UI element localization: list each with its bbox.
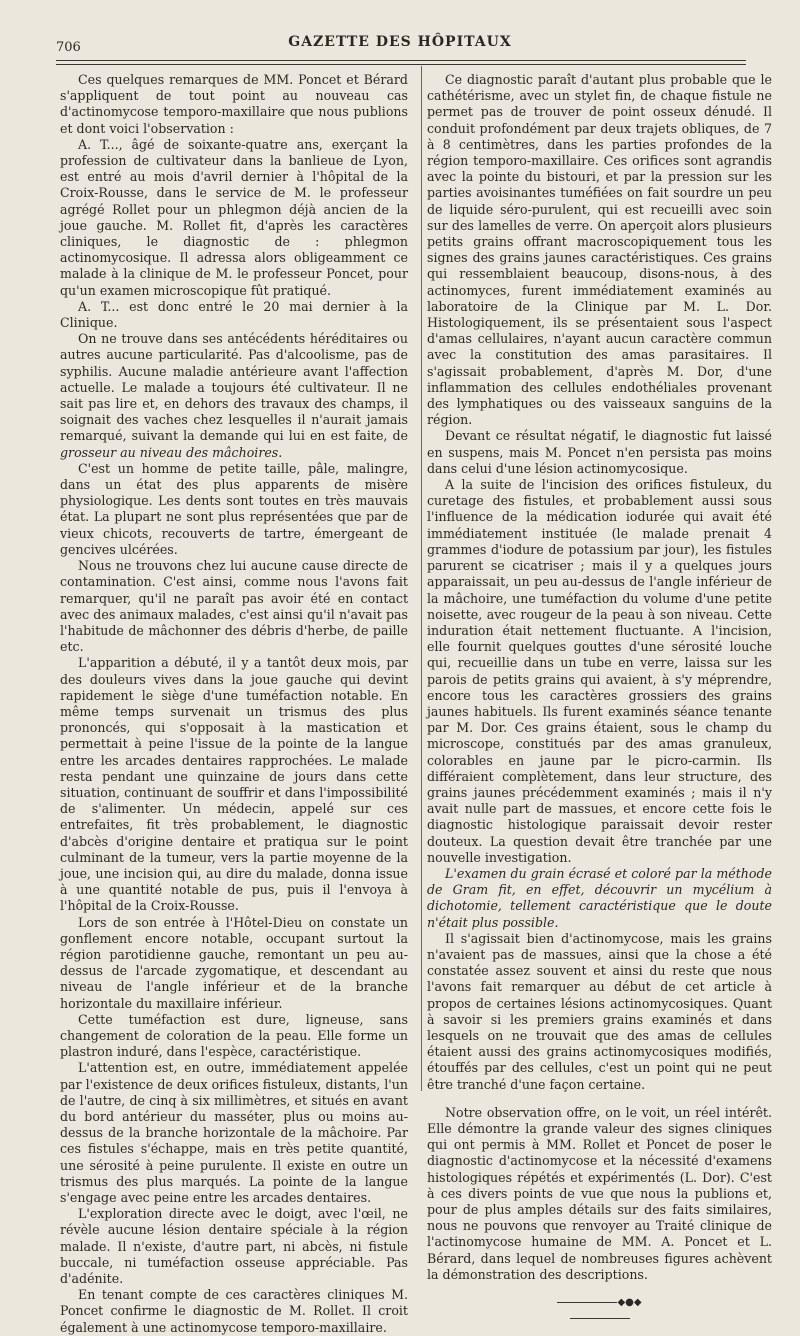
paragraph: A. T... est donc entré le 20 mai dernier à la Clinique. (60, 298, 408, 331)
paragraph: C'est un homme de petite taille, pâle, malingre, dans un état des plus apparents de misère physiologique. Les dents sont toutes en très mauvais état. La plupart ne sont plus représentées que par de vieux chicots, recouverts de tartre, émergeant de gencives ulcérées. (60, 460, 408, 557)
ornament-line (570, 1318, 630, 1319)
paragraph: L'apparition a débuté, il y a tantôt deux mois, par des douleurs vives dans la joue gauche qui devint rapidement le siège d'une tuméfaction notable. En même temps survenait un trismus des plus prononcés, qui s'opposait à la mastication et permettait à peine l'issue de la pointe de la langue entre les arcades dentaires rapprochées. Le malade resta pendant une quinzaine de jours dans cette situation, continuant de souffrir et dans l'impossibilité de s'alimenter. Un médecin, appelé sur ces entrefaites, fit très probablement, le diagnostic d'abcès d'origine dentaire et pratiqua sur le point culminant de la tumeur, vers la partie moyenne de la joue, une incision qui, au dire du malade, donna issue à une quantité notable de pus, puis il l'envoya à l'hôpital de la Croix-Rousse. (60, 655, 408, 914)
conclusion-paragraph: Notre observation offre, on le voit, un réel intérêt. Elle démontre la grande valeur des signes cliniques qui ont permis à MM. Rollet et Poncet de poser le diagnostic d'actinomycose et la nécessité d'examens histologiques répétés et expérimentés (L. Dor). C'est à ces divers points de vue que nous la publions et, pour de plus amples détails sur des faits similaires, nous ne pouvons que renvoyer au Traité clinique de l'actinomycose humaine de MM. A. Poncet et L. Bérard, dans lequel de nombreuses figures achèvent la démonstration des descriptions. (427, 1104, 772, 1282)
paragraph: Cette tuméfaction est dure, ligneuse, sans changement de coloration de la peau. Elle forme un plastron induré, dans l'espèce, caractéristique. (60, 1011, 408, 1060)
paragraph: On ne trouve dans ses antécédents héréditaires ou autres aucune particularité. Pas d'alcoolisme, pas de syphilis. Aucune maladie antérieure avant l'affection actuelle. Le malade a toujours été cultivateur. Il ne sait pas lire et, en dehors des travaux des champs, il soignait des vaches chez lesquelles il n'aurait jamais remarqué, suivant la demande qui lui en est faite, de grosseur au niveau des mâchoires. (60, 331, 408, 460)
italic-paragraph: L'examen du grain écrasé et coloré par la méthode de Gram fit, en effet, découvrir un mycélium à dichotomie, tellement caractéristique que le doute n'était plus possible. (427, 865, 772, 930)
paragraph: Devant ce résultat négatif, le diagnostic fut laissé en suspens, mais M. Poncet n'en persista pas moins dans celui d'une lésion actinomycosique. (427, 428, 772, 476)
end-ornament (530, 1295, 670, 1327)
paragraph: Ces quelques remarques de MM. Poncet et Bérard s'appliquent de tout point au nouveau cas d'actinomycose temporo-maxillaire que nous publions et dont voici l'observation : (60, 72, 408, 136)
left-column (60, 72, 408, 1336)
paragraph: A. T..., âgé de soixante-quatre ans, exerçant la profession de cultivateur dans la banlieue de Lyon, est entré au mois d'avril dernier à l'hôpital de la Croix-Rousse, dans le service de M. le professeur agrégé Rollet pour un phlegmon déjà ancien de la joue gauche. M. Rollet fit, d'après les caractères cliniques, le diagnostic de : phlegmon actinomycosique. Il adressa alors obligeamment ce malade à la clinique de M. le professeur Poncet, pour qu'un examen microscopique fût pratiqué. (60, 136, 408, 298)
ornament-glyph: ◆●◆ (617, 1297, 642, 1309)
italic-phrase: grosseur au niveau des mâchoires (60, 444, 279, 460)
header-rule-bottom (56, 64, 746, 65)
paragraph: Lors de son entrée à l'Hôtel-Dieu on constate un gonflement encore notable, occupant surtout la région parotidienne gauche, remontant un peu au-dessus de l'arcade zygomatique, et descendant au niveau de l'angle inférieur et de la branche horizontale du maxillaire inférieur. (60, 914, 408, 1011)
ornament-line (557, 1302, 617, 1303)
paragraph: En tenant compte de ces caractères cliniques M. Poncet confirme le diagnostic de M. Rollet. Il croit également à une actinomycose temporo-maxillaire. (60, 1287, 408, 1335)
page-number: 706 (56, 40, 81, 55)
paragraph: Il s'agissait bien d'actinomycose, mais les grains n'avaient pas de massues, ainsi que la chose a été constatée assez souvent et ainsi du reste que nous l'avons fait remarquer au début de cet article à propos de certaines lésions actinomycosiques. Quant à savoir si les premiers grains examinés et dans lesquels on ne trouvait que des amas de cellules étaient aussi des grains actinomycosiques modifiés, étouffés par des cellules, c'est un point qui ne peut être tranché d'une façon certaine. (427, 930, 772, 1092)
journal-title: GAZETTE DES HÔPITAUX (288, 34, 512, 50)
paragraph: A la suite de l'incision des orifices fistuleux, du curetage des fistules, et probablement aussi sous l'influence de la médication iodurée qui avait été immédiatement instituée (le malade prenait 4 grammes d'iodure de potassium par jour), les fistules parurent se cicatriser ; mais il y a quelques jours apparaissait, un peu au-dessus de l'angle inférieur de la mâchoire, une tuméfaction du volume d'une petite noisette, avec rougeur de la peau à son niveau. Cette induration était nettement fluctuante. A l'incision, elle fournit quelques gouttes d'une sérosité louche qui, recueillie dans un tube en verre, laissa sur les parois de petits grains qui avaient, à s'y méprendre, encore tous les caractères grossiers des grains jaunes habituels. Ils furent examinés séance tenante par M. Dor. Ces grains étaient, sous le champ du microscope, constitués par des amas granuleux, colorables en jaune par le picro-carmin. Ils différaient complètement, dans leur structure, des grains jaunes précédemment examinés ; mais il n'y avait nulle part de massues, et encore cette fois le diagnostic histologique paraissait devoir rester douteux. La question devait être tranchée par une nouvelle investigation. (427, 477, 772, 865)
paragraph: L'exploration directe avec le doigt, avec l'œil, ne révèle aucune lésion dentaire spéciale à la région malade. Il n'existe, d'autre part, ni abcès, ni fistule buccale, ni tuméfaction osseuse appréciable. Pas d'adénite. (60, 1206, 408, 1287)
paragraph: Nous ne trouvons chez lui aucune cause directe de contamination. C'est ainsi, comme nous l'avons fait remarquer, qu'il ne paraît pas avoir été en contact avec des animaux malades, c'est ainsi qu'il n'avait pas l'habitude de mâchonner des débris d'herbe, de paille etc. (60, 558, 408, 655)
column-divider (421, 66, 422, 1091)
header-rule-top (56, 60, 746, 61)
paragraph: Ce diagnostic paraît d'autant plus probable que le cathétérisme, avec un stylet fin, de chaque fistule ne permet pas de trouver de point osseux dénudé. Il conduit profondément par deux trajets obliques, de 7 à 8 centimètres, dans les parties profondes de la région temporo-maxillaire. Ces orifices sont agrandis avec la pointe du bistouri, et par la pression sur les parties avoisinantes tuméfiées on fait sourdre un peu de liquide séro-purulent, qui est recueilli avec soin sur des lamelles de verre. On aperçoit alors plusieurs petits grains offrant macroscopiquement tous les signes des grains jaunes caractéristiques. Ces grains qui ressemblaient beaucoup, disons-nous, à des actinomyces, furent immédiatement examinés au laboratoire de la Clinique par M. L. Dor. Histologiquement, ils se présentaient sous l'aspect d'amas cellulaires, n'ayant aucun caractère commun avec la constitution des amas parasitaires. Il s'agissait probablement, d'après M. Dor, d'une inflammation des cellules endothéliales provenant des lymphatiques ou des vaisseaux sanguins de la région. (427, 72, 772, 428)
paragraph: L'attention est, en outre, immédiatement appelée par l'existence de deux orifices fistuleux, distants, l'un de l'autre, de cinq à six millimètres, et situés en avant du bord antérieur du masséter, plus ou moins au-dessus de la branche horizontale de la mâchoire. Par ces fistules s'échappe, mais en très petite quantité, une sérosité à peine purulente. Il existe en outre un trismus des plus marqués. La pointe de la langue s'engage avec peine entre les arcades dentaires. (60, 1060, 408, 1206)
right-column (427, 72, 772, 1327)
page-header (0, 28, 800, 58)
